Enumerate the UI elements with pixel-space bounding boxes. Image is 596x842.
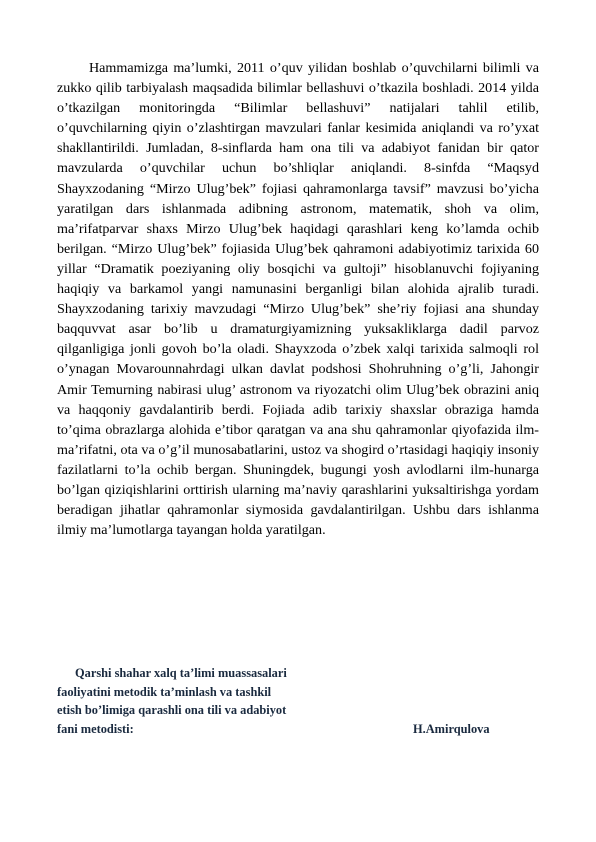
position-line-2: faoliyatini metodik ta’minlash va tashkil	[57, 684, 272, 699]
position-line-3: etish bo’limiga qarashli ona tili va adabiyot	[57, 703, 287, 718]
signature-block	[57, 664, 539, 738]
body-paragraph: Hammamizga ma’lumki, 2011 o’quv yilidan boshlab o’quvchilarni bilimli va zukko qilib tarbiyalash maqsadida bilimlar bellashuvi o’tkazila boshladi. 2014 yilda o’tkazilgan monitoringda “Bilimlar bellashuvi” natijalari tahlil etilib, o’quvchilarning qiyin o’zlashtirgan mavzulari fanlar kesimida aniqlandi va ro’yxat shakllantirildi. Jumladan, 8-sinflarda ham ona tili va adabiyot fanidan bir qator mavzularda o’quvchilar uchun bo’shliqlar aniqlandi. 8-sinfda “Maqsyd Shayxzodaning “Mirzo Ulug’bek” fojiasi qahramonlarga tavsif” mavzusi bo’yicha yaratilgan dars ishlanmada adibning astronom, matematik, shoh va olim, ma’rifatparvar shaxs Mirzo Ulug’bek haqidagi qarashlari keng ko’lamda ochib berilgan. “Mirzo Ulug’bek” fojiasida Ulug’bek qahramoni adabiyotimiz tarixida 60 yillar “Dramatik poeziyaning oliy bosqichi va gultoji” hisoblanuvchi fojiyaning haqiqiy va barkamol yangi namunasini berganligi bilan alohida ajralib turadi. Shayxzodaning tarixiy mavzudagi “Mirzo Ulug’bek” she’riy fojiasi ana shunday baqquvvat asar bo’lib u dramaturgiyamizning yuksakliklarga dadil parvoz qilganligiga jonli govoh bo’la oladi. Shayxzoda o’zbek xalqi tarixida salmoqli rol o’ynagan Movarounnahrdagi ulkan davlat podshosi Shohruhning o’g’li, Jahongir Amir Temurning nabirasi ulug’ astronom va riyozatchi olim Ulug’bek obrazini aniq va haqqoniy gavdalantirib berdi. Fojiada adib tarixiy shaxslar obraziga hamda to’qima obrazlarga alohida e’tibor qaratgan va ana shu qahramonlar qiyofazida ilm-ma’rifatni, ota va o’g’il munosabatlarini, ustoz va shogird o’rtasidagi haqiqiy insoniy fazilatlarni to’la ochib bergan. Shuningdek, bugungi yosh avlodlarni ilm-hunarga bo’lgan qiziqishlarini orttirish ularning ma’naviy qarashlarini yuksaltirishga yordam beradigan jihatlar qahramonlar siymosida gavdalantirilgan. Ushbu dars ishlanma ilmiy ma’lumotlarga tayangan holda yaratilgan.	[57, 60, 539, 539]
position-line-4: fani metodisti:	[57, 721, 134, 736]
position-line-1: Qarshi shahar xalq ta’limi muassasalari	[75, 666, 287, 680]
author-position	[57, 664, 327, 738]
author-name: H.Amirqulova	[413, 721, 490, 736]
